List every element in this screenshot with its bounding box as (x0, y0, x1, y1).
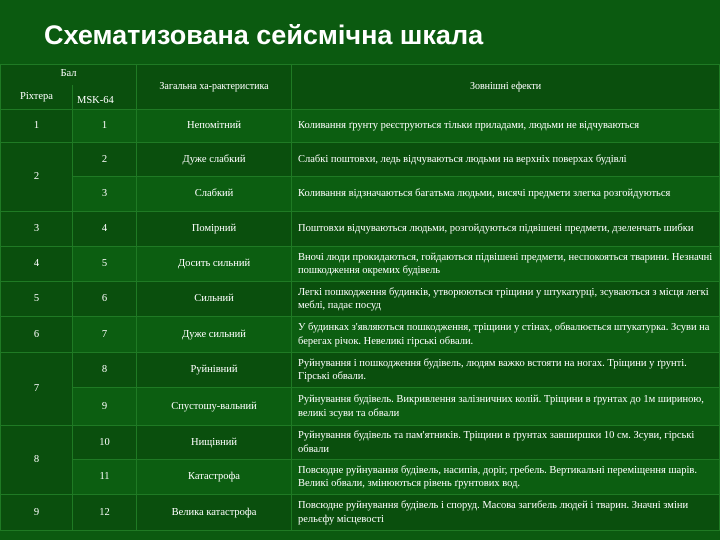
table-row (1, 177, 720, 212)
table-row (1, 426, 720, 460)
characteristic-cell: Катастрофа (137, 460, 292, 495)
msk-cell: 3 (73, 177, 137, 212)
header-bal: Бал (1, 65, 137, 86)
characteristic-cell: Руйнівний (137, 353, 292, 388)
effect-cell: Повсюдне руйнування будівель, насипів, доріг, гребель. Вертикальні переміщення шарів. Великі обвали, змінюються рівень ґрунтових вод. (292, 460, 720, 495)
richter-cell: 3 (1, 212, 73, 247)
table-row (1, 143, 720, 177)
table-row (1, 353, 720, 388)
characteristic-cell: Сильний (137, 282, 292, 317)
table-row (1, 460, 720, 495)
table-row (1, 282, 720, 317)
msk-cell: 9 (73, 388, 137, 426)
effect-cell: Слабкі поштовхи, ледь відчуваються людьми на верхніх поверхах будівлі (292, 143, 720, 177)
richter-cell: 5 (1, 282, 73, 317)
header-effects: Зовнішні ефекти (292, 65, 720, 110)
effect-cell: Легкі пошкодження будинків, утворюються тріщини у штукатурці, зсуваються з місця легкі меблі, падає посуд (292, 282, 720, 317)
msk-cell: 6 (73, 282, 137, 317)
table-row (1, 247, 720, 282)
msk-cell: 4 (73, 212, 137, 247)
characteristic-cell: Дуже слабкий (137, 143, 292, 177)
msk-cell: 12 (73, 495, 137, 531)
effect-cell: Повсюдне руйнування будівель і споруд. Масова загибель людей і тварин. Значні зміни рельєфу місцевості (292, 495, 720, 531)
table-row (1, 212, 720, 247)
characteristic-cell: Спустошу-вальний (137, 388, 292, 426)
effect-cell: Руйнування будівель та пам'ятників. Тріщини в ґрунтах завширшки 10 см. Зсуви, гірські обвали (292, 426, 720, 460)
msk-cell: 1 (73, 110, 137, 143)
table-row (1, 110, 720, 143)
richter-cell: 2 (1, 143, 73, 212)
richter-cell: 6 (1, 317, 73, 353)
characteristic-cell: Слабкий (137, 177, 292, 212)
characteristic-cell: Непомітний (137, 110, 292, 143)
seismic-scale-table (0, 64, 720, 531)
characteristic-cell: Нищівний (137, 426, 292, 460)
table-row (1, 317, 720, 353)
richter-cell: 4 (1, 247, 73, 282)
slide-title: Схематизована сейсмічна шкала (44, 20, 484, 50)
msk-cell: 2 (73, 143, 137, 177)
table-row (1, 388, 720, 426)
msk-cell: 10 (73, 426, 137, 460)
msk-cell: 7 (73, 317, 137, 353)
effect-cell: Коливання ґрунту реєструються тільки приладами, людьми не відчуваються (292, 110, 720, 143)
characteristic-cell: Дуже сильний (137, 317, 292, 353)
richter-cell: 7 (1, 353, 73, 426)
effect-cell: Коливання відзначаються багатьма людьми, висячі предмети злегка розгойдуються (292, 177, 720, 212)
msk-cell: 5 (73, 247, 137, 282)
effect-cell: Поштовхи відчуваються людьми, розгойдуються підвішені предмети, дзеленчать шибки (292, 212, 720, 247)
table-header-row (1, 65, 720, 86)
header-richter: Ріхтера (1, 85, 73, 110)
characteristic-cell: Велика катастрофа (137, 495, 292, 531)
effect-cell: Руйнування будівель. Викривлення залізничних колій. Тріщини в ґрунтах до 1м шириною, великі зсуви та обвали (292, 388, 720, 426)
msk-cell: 8 (73, 353, 137, 388)
table-row (1, 495, 720, 531)
effect-cell: Руйнування і пошкодження будівель, людям важко встояти на ногах. Тріщини у ґрунті. Гірські обвали. (292, 353, 720, 388)
effect-cell: Вночі люди прокидаються, гойдаються підвішені предмети, неспокояться тварини. Незначні пошкодження окремих будівель (292, 247, 720, 282)
richter-cell: 8 (1, 426, 73, 495)
characteristic-cell: Помірний (137, 212, 292, 247)
msk-cell: 11 (73, 460, 137, 495)
header-msk: MSK-64 (73, 85, 137, 110)
header-characteristic: Загальна ха-рактеристика (137, 65, 292, 110)
effect-cell: У будинках з'являються пошкодження, тріщини у стінах, обвалюється штукатурка. Зсуви на берегах річок. Невеликі гірські обвали. (292, 317, 720, 353)
richter-cell: 1 (1, 110, 73, 143)
richter-cell: 9 (1, 495, 73, 531)
characteristic-cell: Досить сильний (137, 247, 292, 282)
